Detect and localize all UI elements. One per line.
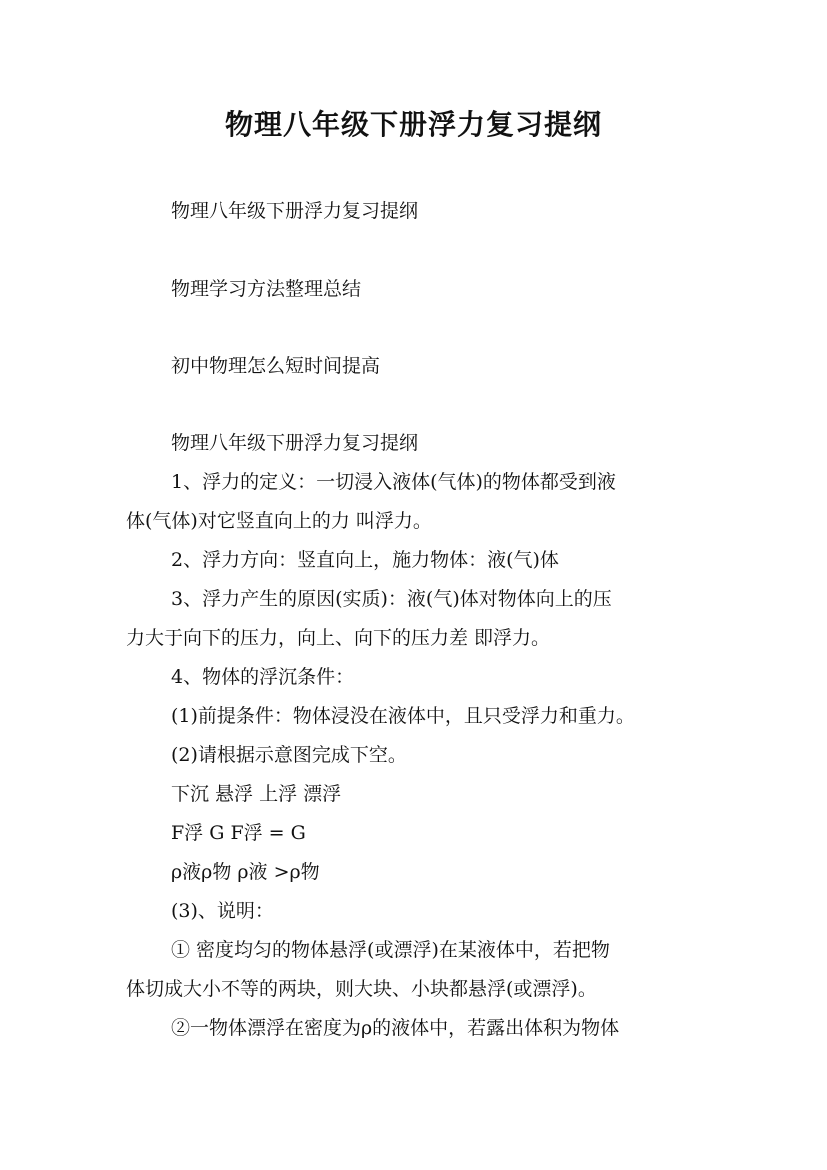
body-line: (2)请根据示意图完成下空。 xyxy=(171,744,407,766)
body-line: 2、浮力方向：竖直向上，施力物体：液(气)体 xyxy=(171,549,559,571)
body-line: (1)前提条件：物体浸没在液体中，且只受浮力和重力。 xyxy=(171,705,635,727)
body-line: 1、浮力的定义：一切浸入液体(气体)的物体都受到液 xyxy=(171,471,616,493)
intro-link-2[interactable]: 物理学习方法整理总结 xyxy=(171,278,362,300)
body-line: 3、浮力产生的原因(实质)：液(气)体对物体向上的压 xyxy=(171,588,612,610)
body-line: 体切成大小不等的两块，则大块、小块都悬浮(或漂浮)。 xyxy=(126,978,597,1000)
section-heading: 物理八年级下册浮力复习提纲 xyxy=(171,432,419,454)
body-line: (3)、说明： xyxy=(171,900,274,922)
body-line: F浮 G F浮 = G xyxy=(171,822,306,844)
body-line: 下沉 悬浮 上浮 漂浮 xyxy=(171,783,342,805)
intro-link-1[interactable]: 物理八年级下册浮力复习提纲 xyxy=(171,200,419,222)
intro-link-3[interactable]: 初中物理怎么短时间提高 xyxy=(171,355,381,377)
body-line: 力大于向下的压力，向上、向下的压力差 即浮力。 xyxy=(126,627,551,649)
body-line: 4、物体的浮沉条件： xyxy=(171,666,355,688)
body-line: 体(气体)对它竖直向上的力 叫浮力。 xyxy=(126,510,432,532)
body-line: ρ液ρ物 ρ液 >ρ物 xyxy=(171,861,320,883)
body-line: ②一物体漂浮在密度为ρ的液体中，若露出体积为物体 xyxy=(171,1017,620,1039)
body-line: ① 密度均匀的物体悬浮(或漂浮)在某液体中，若把物 xyxy=(171,939,610,961)
document-title: 物理八年级下册浮力复习提纲 xyxy=(224,108,602,141)
